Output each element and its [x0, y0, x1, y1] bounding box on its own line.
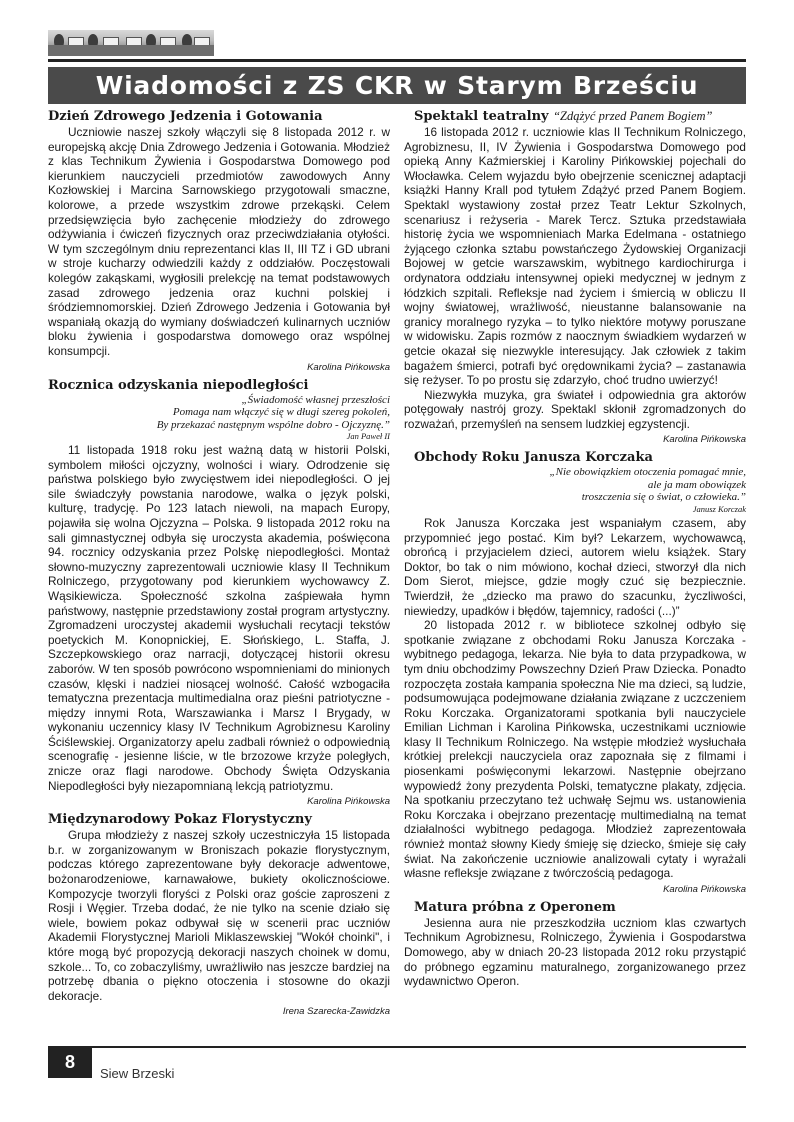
article-author: Karolina Pińkowska [663, 883, 746, 895]
article-heading [414, 108, 746, 125]
article-author: Karolina Pińkowska [307, 361, 390, 373]
article-author: Karolina Pińkowska [663, 434, 746, 446]
article-food [48, 108, 390, 373]
article-heading: Rocznica odzyskania niepodległości [48, 377, 309, 393]
magazine-name: Siew Brzeski [100, 1066, 175, 1081]
quote-line: Pomaga nam włączyć się w długi szereg pokoleń, [172, 406, 390, 418]
quote-author: Jan Paweł II [346, 431, 390, 441]
left-column [48, 108, 390, 1038]
quote-line: ale ja mam obowiązek [647, 478, 746, 491]
article-theatre [404, 108, 746, 445]
article-subtitle: “Zdążyć przed Panem Bogiem” [553, 109, 713, 123]
quote-author: Janusz Korczak [692, 503, 746, 514]
article-heading: Obchody Roku Janusza Korczaka [414, 450, 653, 466]
quote-line: „Świadomość własnej przeszłości [241, 393, 390, 406]
quote-line: By przekazać następnym wspólne dobro - Ojczyznę.” [156, 418, 390, 431]
header-rule [48, 59, 746, 62]
article-heading: Dzień Zdrowego Jedzenia i Gotowania [48, 109, 323, 124]
article-author: Karolina Pińkowska [307, 796, 390, 808]
article-text: 16 listopada 2012 r. uczniowie klas II Technikum Rolniczego, Agrobiznesu, II, IV Żywienia i Gospodarstwa Domowego pod opieką Anny Kaźmierskiej i Karoliny Pińkowskiej pojechali do Włocławka. Celem wyjazdu było obejrzenie scenicznej adaptacji książki Hanny Krall pod tytułem Zdążyć przed Panem Bogiem. Spektakl wystawiony został przez Teatr Lektur Szkolnych, scenariusz i reżyseria - Marek Tercz. Sztuka przedstawiała historię życia we wspomnieniach Marka Edelmana - ostatniego żyjącego członka sztabu powstańczego Żydowskiej Organizacji Bojowej w getcie warszawskim, wybitnego kardiochirurga i ordynatora oddziału intensywnej opieki medycznej w jednym z łódzkich szpitali. Refleksje nad życiem i śmiercią w obliczu II wojny światowej, wrażliwość, nieustanne balansowanie na granicy moralnego ryzyka – to tylko niektóre motywy poruszane w widowisku. Zapis rozmów z naocznym świadkiem wydarzeń w getcie okazał się niezwykle interesujący. Jak człowiek z takim bagażem śmierci, potrafi być orędownikami życia? – zastanawia się reżyser. To po prostu się zdarzyło, choć trudno uwierzyć! [404, 125, 746, 388]
page-number: 8 [48, 1046, 92, 1078]
article-author: Irena Szarecka-Zawidzka [282, 1006, 390, 1018]
article-text: Niezwykła muzyka, gra świateł i odpowiednia gra aktorów potęgowały nastrój grozy. Spektakl skłonił zgromadzonych do rozważań, przemyśleń na sensem ludzkiej egzystencji. [404, 387, 746, 431]
quote-line: „Nie obowiązkiem otoczenia pomagać mnie, [549, 466, 746, 479]
article-text: Grupa młodzieży z naszej szkoły uczestniczyła 15 listopada b.r. w zorganizowanym w Broniszach pokazie florystycznym, podczas którego zaprezentowane były dekoracje adwentowe, bożonarodzeniowe, karnawałowe, bukiety okolicznościowe. Kompozycje tworzyli floryści z Polski oraz goście zaproszeni z Rosji i Węgier. Trzeba dodać, że nie tylko na scenie działo się wiele, bowiem pokaz odbywał się w scenerii prac uczniów Akademii Florystycznej Marioli Miklaszewskiej "Wokół choinki", i które mogą być propozycją dekoracji naszych choinek w domu, szkole... To, co zobaczyliśmy, uwrażliwiło nas jeszcze bardziej na potrzebę dbania o piękno otoczenia i stosowne do okazji dekoracje. [48, 828, 390, 1003]
article-text: Rok Janusza Korczaka jest wspaniałym czasem, aby przypomnieć jego postać. Kim był? Lekarzem, wychowawcą, obrońcą i przyjacielem dzieci, autorem wielu książek. Stary Doktor, bo tak o nim mówiono, kochał dzieci, stworzył dla nich Dom Sierot, miejsce, gdzie mogły czuć się bezpiecznie. Twierdził, że „dziecko ma prawo do szacunku, życzliwości, niewiedzy, upadków i błędów, tajemnicy, radości (...)” [404, 515, 746, 618]
page-title: Wiadomości z ZS CKR w Starym Brześciu [48, 67, 746, 104]
article-heading: Międzynarodowy Pokaz Florystyczny [48, 812, 312, 828]
article-heading: Matura próbna z Operonem [414, 899, 616, 915]
article-floristry [48, 811, 390, 1017]
article-independence [48, 377, 390, 808]
article-korczak [404, 449, 746, 894]
right-column [404, 108, 746, 1038]
article-text: 11 listopada 1918 roku jest ważną datą w historii Polski, symbolem miłości ojczyzny, wolności i wiary. Odrodzenie się państwa polskiego było zwycięstwem idei niepodległości. O jej sile świadczyły powstania narodowe, walka o język polski, kulturę, tradycję. Po 123 latach niewoli, na mapach Europy, pojawiła się wolna Ojczyzna – Polska. 9 listopada 2012 roku na sali gimnastycznej odbyła się uroczysta akademia, poświęcona 94. rocznicy odzyskania przez Polskę niepodległości. Montaż słowno-muzyczny zaprezentowali uczniowie klasy II Technikum Rolniczego, przygotowany pod kierunkiem wychowawcy Z. Wąsikiewicza. Społeczność szkolna zaśpiewała hymn państwowy, następnie przedstawiony został program artystyczny. Zgromadzeni uroczystej akademii wysłuchali recytacji tekstów poetyckich M. Konopnickiej, E. Słońskiego, L. Staffa, J. Szczepkowskiego oraz narracji, dotyczącej historii okresu zaborów. W ten sposób powrócono wspomnieniami do minionych czasów, klęski i nadziei niosącej wolność. Całość wzbogaciła tematyczna prezentacja multimedialna oraz pieśni patriotyczne - między innymi Rota, Warszawianka i Marsz I Brygady, w wykonaniu uczennicy klasy IV Technikum Agrobiznesu Karoliny Ściślewskiej. Organizatorzy apelu zadbali również o odpowiednią scenografię - jesienne liście, w tle brzozowe krzyże poległych, znicze oraz flagi narodowe. Obchody Święta Odzyskania Niepodległości były niezapomnianą lekcją patriotyzmu. [48, 443, 390, 793]
article-text: 20 listopada 2012 r. w bibliotece szkolnej odbyło się spotkanie związane z obchodami Roku Janusza Korczaka - wybitnego pedagoga, lekarza. Nie była to data przypadkowa, w tym dniu obchodzimy Powszechny Dzień Praw Dziecka. Ponadto rozpoczęta została kampania społeczna Nie ma dzieci, są ludzie, podsumowująca podejmowane działania związane z uczczeniem Roku Korczaka. Organizatorami spotkania byli nauczyciele Emilian Lichman i Karolina Pińkowska, uczestnikami uczniowie klasy II Technikum Rolniczego. Na wstępie młodzież wysłuchała krótkiej prelekcji nauczyciela oraz zapoznała się z filmami i piosenkami poświęconymi lekarzowi. Następnie obejrzano wypowiedź żony prezydenta Polski, tematyczne plakaty, zdjęcia. Na spotkaniu przeczytano też uchwałę Sejmu ws. ustanowienia Roku Korczaka i obejrzano prezentację multimedialną na temat działalności wybitnego pedagoga. Młodzież zaprezentowała również montaż słowny Kiedy śmieję się dziecko, śmieje się cały świat. Na zakończenie uczniowie analizowali cytaty i wyrażali własne refleksje związane z twórczością pedagoga. [404, 618, 746, 881]
article-text: Jesienna aura nie przeszkodziła uczniom klas czwartych Technikum Agrobiznesu, Rolniczego, Żywienia i Gospodarstwa Domowego, aby w dniach 20-23 listopada 2012 roku przystąpić do próbnego egzaminu maturalnego, zorganizowanego przez wydawnictwo Operon. [404, 915, 746, 989]
footer-rule [48, 1046, 746, 1048]
quote-line: troszczenia się o świat, o człowieka.” [581, 491, 746, 504]
article-text: Uczniowie naszej szkoły włączyli się 8 listopada 2012 r. w europejską akcję Dnia Zdrowego Jedzenia i Gotowania. Młodzież z klas Technikum Żywienia i Gospodarstwa Domowego pod kierunkiem nauczycieli przedmiotów zawodowych Anny Kozłowskiej i Marcina Sarnowskiego przygotowali smaczne, kolorowe, a przede wszystkim zdrowe przekąski. Celem przedsięwzięcia było zachęcenie młodzieży do zdrowego odżywiania i ćwiczeń fizycznych oraz przeciwdziałania otyłości. W tym szczególnym dniu reprezentanci klas II, III TZ i GD ubrani w stroje kucharzy odwiedzili każdy z oddziałów. Poczęstowali kolegów zakąskami, wygłosili prelekcję na temat podstawowych zasad zdrowego jedzenia oraz kuchni polskiej i śródziemnomorskiej. Dzień Zdrowego Jedzenia i Gotowania był wspaniałą okazją do wymiany doświadczeń kulinarnych uczniów bloku żywienia i gospodarstwa domowego oraz wspólnej konsumpcji. [48, 125, 390, 358]
article-heading-text: Spektakl teatralny [414, 109, 549, 124]
village-photo-icon [48, 30, 214, 56]
article-matura [404, 899, 746, 989]
